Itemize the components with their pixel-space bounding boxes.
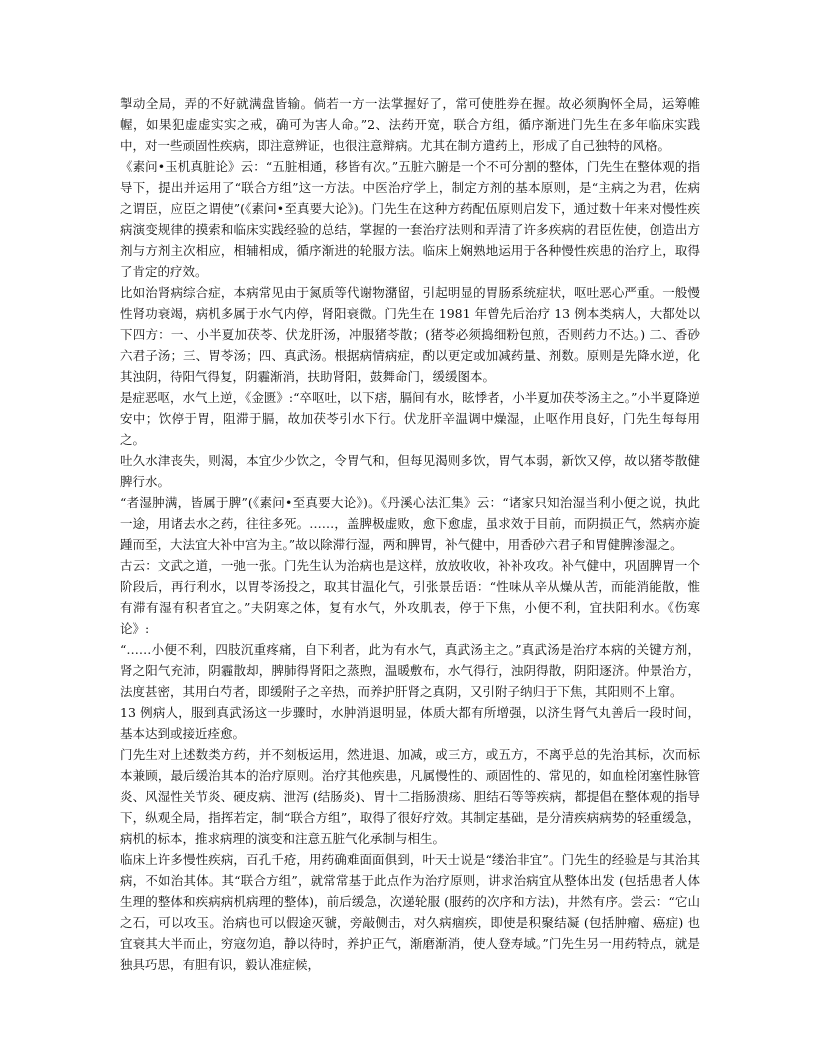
paragraph-3: 比如治肾病综合症，本病常见由于氮质等代谢物潴留，引起明显的胃肠系统症状，呕吐恶心严重。一般慢性肾功衰竭，病机多属于水气内停，肾阳衰微。门先生在 1981 年曾先后治疗 13 例本类病人，大都处以下四方：一、小半夏加茯苓、伏龙肝汤，冲服猪苓散；(猪苓必须捣细粉包煎，否则药力不达。) 二、香砂六君子汤；三、胃苓汤；四、真武汤。根据病情病症，酌以更定或加减药量、剂数。原则是先降水逆，化其浊阴，待阳气得复，阴霾渐消，扶助肾阳，鼓舞命门，缓缓图本。: [120, 285, 700, 384]
paragraph-1: 掣动全局，弄的不好就满盘皆输。倘若一方一法掌握好了，常可使胜券在握。故必须胸怀全局，运筹帷幄，如果犯虚虚实实之戒，确可为害人命。”2、法药开宽，联合方组，循序渐进门先生在多年临床实践中，对一些顽固性疾病，即注意辨证，也很注意辩病。尤其在制方遣药上，形成了自己独特的风格。: [120, 96, 700, 153]
paragraph-4: 是症恶呕，水气上逆，《金匮》:“卒呕吐，以下痞，膈间有水，眩悸者，小半夏加茯苓汤主之。”小半夏降逆安中；饮停于胃，阻滞于膈，故加茯苓引水下行。伏龙肝辛温调中燥湿，止呕作用良好，门先生每每用之。: [120, 390, 700, 447]
paragraph-11: 临床上许多慢性疾病，百孔千疮，用药确难面面俱到，叶天士说是“缕治非宜”。门先生的经验是与其治其病，不如治其体。其“联合方组”，就常常基于此点作为治疗原则，讲求治病宜从整体出发 (包括患者人体生理的整体和疾病病机病理的整体)，前后缓急，次递轮服 (服药的次序和方法)，井然有序。尝云：“它山之石，可以攻玉。治病也可以假途灭虢，旁敲侧击，对久病痼疾，即使是积聚结凝 (包括肿瘤、癌症) 也宜衰其大半而止，穷寇勿追，静以待时，养护正气，渐磨渐消，使人登寿域。”门先生另一用药特点，就是独具巧思，有胆有识，毅认准症候，: [120, 852, 700, 972]
paragraph-5: 吐久水津丧失，则渴，本宜少少饮之，令胃气和，但每见渴则多饮，胃气本弱，新饮又停，故以猪苓散健脾行水。: [120, 453, 700, 489]
paragraph-8: “……小便不利，四肢沉重疼痛，自下利者，此为有水气，真武汤主之。”真武汤是治疗本病的关键方剂，肾之阳气充沛，阴霾散却，脾肺得肾阳之蒸煦，温暖敷布，水气得行，浊阴得散，阴阳逐济。仲景治方，法度甚密，其用白芍者，即缓附子之辛热，而养护肝肾之真阴，又引附子纳归于下焦，其阳则不上窜。: [120, 642, 700, 699]
document-body: [120, 93, 700, 975]
paragraph-2: 《素问•玉机真脏论》云：“五脏相通，移皆有次。”五脏六腑是一个不可分割的整体，门先生在整体观的指导下，提出并运用了“联合方组”这一方法。中医治疗学上，制定方剂的基本原则，是“主病之为君，佐病之谓臣，应臣之谓使”(《素问•至真要大论》)。门先生在这种方药配伍原则启发下，通过数十年来对慢性疾病演变规律的摸索和临床实践经验的总结，掌握的一套治疗法则和弄清了许多疾病的君臣佐使，创造出方剂与方剂主次相应，相辅相成，循序渐进的轮服方法。临床上娴熟地运用于各种慢性疾患的治疗上，取得了肯定的疗效。: [120, 159, 700, 279]
paragraph-6: “者湿肿满，皆属于脾”(《素问•至真要大论》)。《丹溪心法汇集》云：“诸家只知治湿当利小便之说，执此一途，用诸去水之药，往往多死。……，盖脾极虚败，愈下愈虚，虽求效于目前，而阴损正气，然病亦旋踵而至，大法宜大补中宫为主。”故以除滞行湿，两和脾胃，补气健中，用香砂六君子和胃健脾渗湿之。: [120, 495, 700, 552]
paragraph-9: 13 例病人，服到真武汤这一步骤时，水肿消退明显，体质大都有所增强，以济生肾气丸善后一段时间，基本达到或接近痊愈。: [120, 705, 700, 741]
paragraph-10: 门先生对上述数类方药，并不刻板运用，然进退、加减，或三方，或五方，不离乎总的先治其标，次而标本兼顾，最后缓治其本的治疗原则。治疗其他疾患，凡属慢性的、顽固性的、常见的，如血栓闭塞性脉管炎、风湿性关节炎、硬皮病、泄泻 (结肠炎)、胃十二指肠溃疡、胆结石等等疾病，都提倡在整体观的指导下，纵观全局，指挥若定，制“联合方组”，取得了很好疗效。其制定基础，是分清疾病病势的轻重缓急，病机的标本，推求病理的演变和注意五脏气化承制与相生。: [120, 747, 700, 846]
paragraph-7: 古云：文武之道，一弛一张。门先生认为治病也是这样，放放收收，补补攻攻。补气健中，巩固脾胃一个阶段后，再行利水，以胃苓汤投之，取其甘温化气，引张景岳语：“性味从辛从燥从苦，而能消能散，惟有滞有湿有积者宜之。”夫阴寒之体，复有水气，外攻肌表，停于下焦，小便不利，宜扶阳利水。《伤寒论》:: [120, 558, 700, 636]
